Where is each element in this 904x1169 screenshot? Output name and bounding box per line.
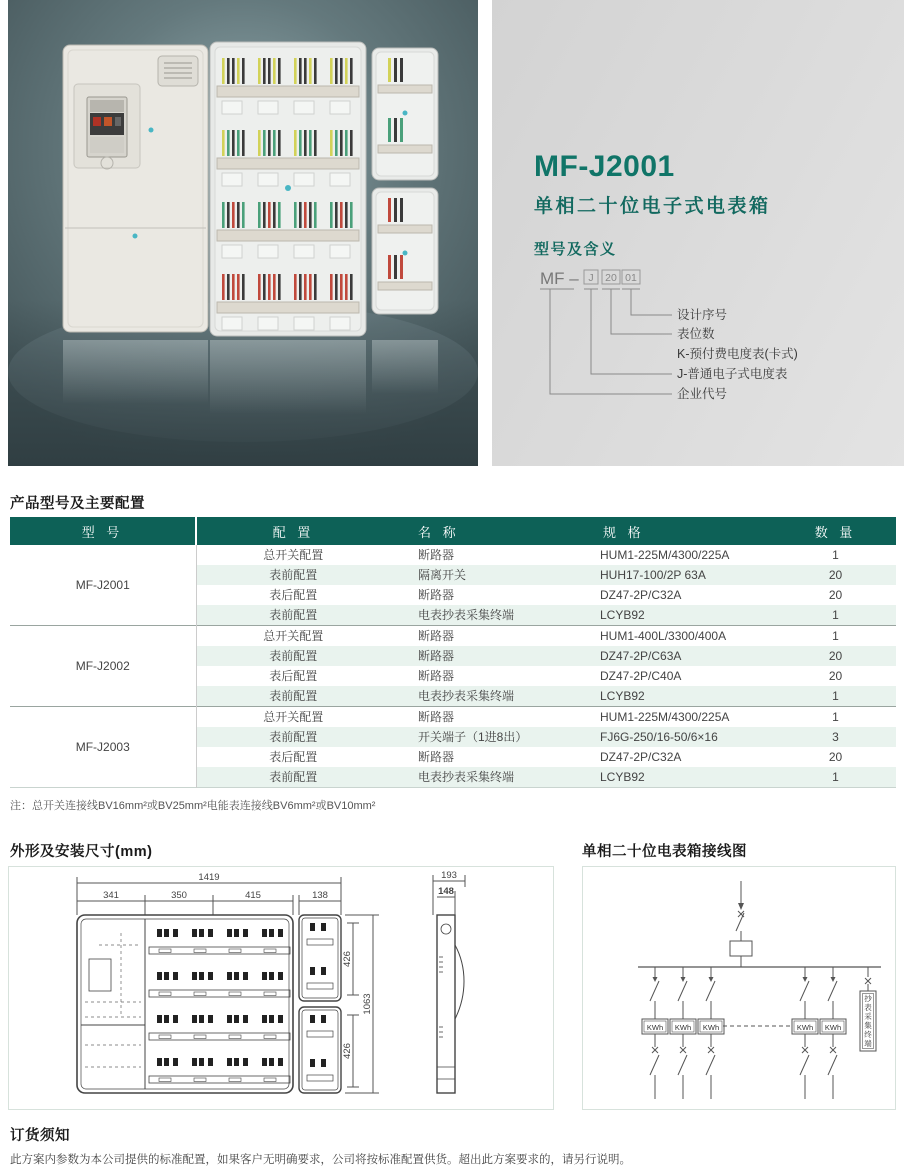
table-cell: 断路器 (418, 548, 455, 562)
left-cabinet (63, 45, 208, 332)
table-row (10, 707, 896, 728)
table-cell: 1 (775, 767, 896, 788)
table-cell: 表前配置 (196, 605, 390, 626)
config-table-body (10, 545, 896, 788)
col-header-model: 型 号 (10, 517, 196, 545)
table-cell: DZ47-2P/C32A (600, 588, 682, 602)
table-cell: 表前配置 (196, 565, 390, 585)
meaning-label: 设计序号 (677, 308, 728, 322)
table-cell: 电表抄表采集终端 (390, 605, 575, 626)
table-cell: 总开关配置 (196, 707, 390, 728)
dim-total-width: 1419 (198, 872, 220, 883)
table-cell: 1 (775, 707, 896, 728)
table-cell: 1 (775, 686, 896, 707)
table-cell: DZ47-2P/C40A (600, 669, 682, 683)
dimension-drawing-panel (8, 866, 554, 1110)
col-header-spec: 规 格 (575, 517, 775, 545)
table-cell: 表前配置 (196, 767, 390, 788)
table-cell: LCYB92 (575, 767, 775, 788)
table-cell: 20 (828, 750, 843, 764)
table-cell: FJ6G-250/16-50/6×16 (575, 727, 775, 747)
table-cell: DZ47-2P/C63A (575, 646, 775, 666)
table-note: 注：总开关连接线BV16mm²或BV25mm²电能表连接线BV6mm²或BV10mm² (10, 800, 376, 812)
product-photo-art (8, 0, 478, 466)
table-cell: 表后配置 (269, 750, 318, 764)
dim-box-bottom: 426 (342, 1043, 353, 1059)
model-code-prefix: MF – (540, 269, 579, 288)
terminal-label: 抄表采集终端 (864, 994, 872, 1048)
dim-seg1: 341 (103, 890, 119, 901)
table-cell: HUM1-225M/4300/225A (575, 707, 775, 728)
table-cell: 总开关配置 (196, 626, 390, 647)
col-header-name: 名 称 (390, 517, 575, 545)
kwh-meter-label: KWh (824, 1023, 842, 1032)
wiring-diagram-panel (582, 866, 896, 1110)
table-header-row (10, 517, 896, 545)
model-code-box2: 20 (605, 272, 617, 284)
dim-seg4: 138 (312, 890, 328, 901)
model-meaning-header: 型号及含义 (534, 241, 617, 258)
table-cell: 20 (828, 669, 843, 683)
model-code-diagram (492, 262, 904, 422)
table-cell: 表前配置 (196, 646, 390, 666)
table-cell: 电表抄表采集终端 (390, 686, 575, 707)
table-cell: 20 (828, 588, 843, 602)
kwh-meter-label: KWh (702, 1023, 720, 1032)
wiring-section-title: 单相二十位电表箱接线图 (582, 844, 747, 860)
table-cell: 1 (775, 605, 896, 626)
table-cell: 20 (775, 646, 896, 666)
table-row (10, 545, 896, 565)
meaning-label: J-普通电子式电度表 (677, 367, 788, 381)
wiring-diagram (583, 867, 895, 1109)
meaning-label: K-预付费电度表(卡式) (677, 347, 798, 361)
footer-title: 订货须知 (10, 1128, 70, 1144)
table-cell: LCYB92 (575, 605, 775, 626)
table-cell: 表后配置 (269, 588, 318, 602)
kwh-meter-label: KWh (674, 1023, 692, 1032)
table-cell: 断路器 (418, 750, 455, 764)
hero-info-panel (492, 0, 904, 466)
table-cell: 断路器 (418, 669, 455, 683)
dimension-drawing (9, 867, 553, 1109)
meaning-label: 表位数 (677, 327, 715, 341)
model-cell: MF-J2002 (10, 626, 196, 707)
table-cell: 总开关配置 (263, 548, 324, 562)
table-cell: 3 (775, 727, 896, 747)
page-subtitle: 单相二十位电子式电表箱 (534, 196, 771, 217)
table-cell: 断路器 (390, 646, 575, 666)
meaning-label: 企业代号 (677, 387, 728, 401)
model-cell: MF-J2001 (10, 545, 196, 626)
kwh-meter-label: KWh (796, 1023, 814, 1032)
dim-depth-outer: 193 (441, 870, 457, 881)
model-cell: MF-J2003 (10, 707, 196, 788)
table-cell: 1 (775, 626, 896, 647)
middle-cabinet (210, 42, 366, 336)
table-row (10, 626, 896, 647)
footer-text: 此方案内参数为本公司提供的标准配置，如果客户无明确要求，公司将按标准配置供货。超出此方案要求的，请另行说明。 (10, 1154, 631, 1166)
table-cell: HUM1-400L/3300/400A (575, 626, 775, 647)
table-cell: 20 (775, 565, 896, 585)
model-code-box1: J (588, 272, 594, 284)
table-cell: 隔离开关 (390, 565, 575, 585)
dim-seg3: 415 (245, 890, 261, 901)
table-section-title: 产品型号及主要配置 (10, 496, 145, 512)
dim-seg2: 350 (171, 890, 187, 901)
table-cell: 开关端子（1进8出） (390, 727, 575, 747)
table-cell: 1 (832, 548, 839, 562)
table-cell: 电表抄表采集终端 (390, 767, 575, 788)
config-table (10, 517, 896, 788)
table-cell: HUM1-225M/4300/225A (600, 548, 730, 562)
dim-depth-inner: 148 (438, 886, 454, 897)
product-photo (8, 0, 478, 466)
dimensions-section-title: 外形及安装尺寸(mm) (10, 844, 153, 860)
table-cell: 断路器 (390, 626, 575, 647)
table-cell: LCYB92 (575, 686, 775, 707)
model-code-box3: 01 (625, 272, 637, 284)
table-cell: 表后配置 (269, 669, 318, 683)
page-title: MF-J2001 (534, 150, 675, 183)
col-header-qty: 数 量 (775, 517, 896, 545)
kwh-meter-label: KWh (646, 1023, 664, 1032)
table-cell: 表前配置 (196, 727, 390, 747)
table-cell: 断路器 (418, 588, 455, 602)
table-cell: 断路器 (390, 707, 575, 728)
table-cell: 表前配置 (196, 686, 390, 707)
table-cell: DZ47-2P/C32A (600, 750, 682, 764)
table-cell: HUH17-100/2P 63A (575, 565, 775, 585)
col-header-config: 配 置 (196, 517, 390, 545)
dim-total-height: 1063 (362, 993, 373, 1015)
dim-box-top: 426 (342, 951, 353, 967)
